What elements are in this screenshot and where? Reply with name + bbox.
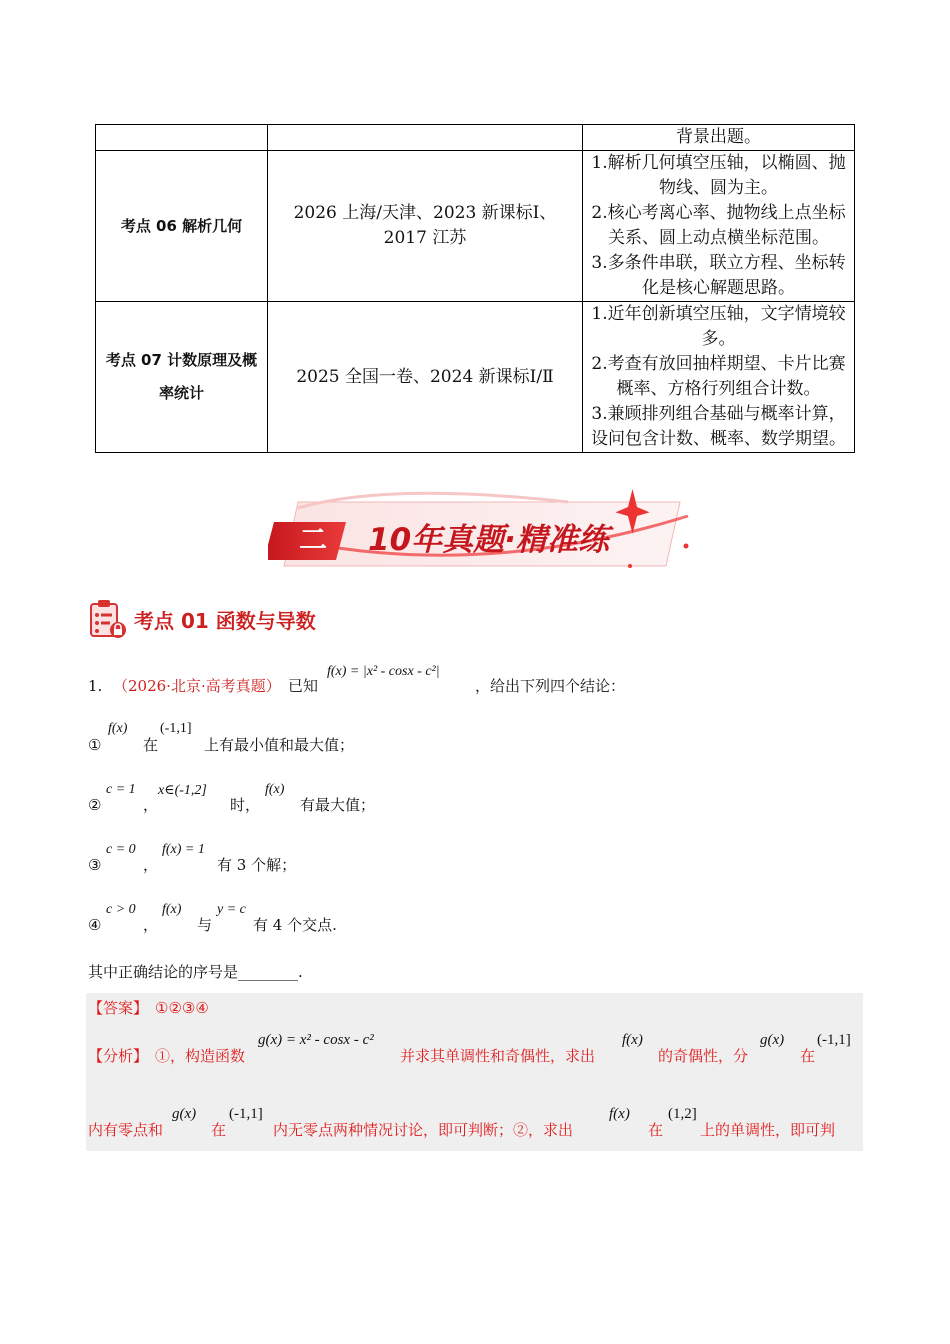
item-text: 在 <box>143 736 159 754</box>
formula: f(x) = 1 <box>162 842 205 857</box>
formula: g(x) <box>172 1106 197 1122</box>
section-title: 考点 01 函数与导数 <box>134 608 316 633</box>
item-text: ， <box>143 856 159 874</box>
formula: f(x) <box>265 782 285 797</box>
analysis-text: 在 <box>211 1121 227 1139</box>
answer-label: 【答案】 <box>88 999 149 1017</box>
table-cell-years: 2025 全国一卷、2024 新课标Ⅰ/Ⅱ <box>268 302 583 453</box>
analysis-label: 【分析】 <box>88 1047 149 1065</box>
formula: x∈(-1,2] <box>158 783 207 798</box>
item-mark: ③ <box>88 856 102 874</box>
item-text: 时， <box>230 796 261 814</box>
formula: (1,2] <box>668 1106 697 1122</box>
analysis-text: 内有零点和 <box>88 1121 164 1139</box>
formula: f(x) <box>609 1106 630 1122</box>
item-mark: ① <box>88 736 102 754</box>
item-text: ， <box>143 796 159 814</box>
answer-value: ①②③④ <box>155 999 209 1017</box>
formula: (-1,1] <box>229 1106 263 1122</box>
formula: f(x) <box>622 1032 643 1048</box>
analysis-text: 内无零点两种情况讨论，即可判断；②，求出 <box>273 1121 574 1139</box>
item-text: 有最大值； <box>300 796 376 814</box>
formula: y = c <box>217 902 246 917</box>
question-text: ，给出下列四个结论： <box>475 677 626 695</box>
table-cell-years <box>268 125 583 151</box>
analysis-text: 并求其单调性和奇偶性，求出 <box>400 1047 596 1065</box>
section-heading <box>88 598 316 640</box>
exam-point-table <box>95 124 855 453</box>
table-cell-features <box>583 151 855 302</box>
item-text: 与 <box>197 916 213 934</box>
feature-text: 1.近年创新填空压轴，文字情境较多。 <box>591 304 846 349</box>
feature-text: 3.兼顾排列组合基础与概率计算，设问包含计数、概率、数学期望。 <box>591 404 846 449</box>
formula: c = 1 <box>106 782 136 797</box>
formula: f(x) <box>162 902 182 917</box>
question-number: 1. <box>88 677 103 695</box>
item-mark: ④ <box>88 916 102 934</box>
analysis-text: ①，构造函数 <box>155 1047 246 1065</box>
table-cell-point <box>96 125 268 151</box>
feature-text: 1.解析几何填空压轴，以椭圆、抛物线、圆为主。 <box>591 153 846 198</box>
question-known: 已知 <box>288 677 319 695</box>
item-text: 上有最小值和最大值； <box>204 736 355 754</box>
table-cell-point: 考点 06 解析几何 <box>96 151 268 302</box>
formula: (-1,1] <box>817 1032 851 1048</box>
item-text: 有 4 个交点. <box>253 916 337 934</box>
formula: (-1,1] <box>160 721 192 736</box>
banner-title: 10年真题·精准练 <box>368 522 609 558</box>
table-row <box>96 125 855 151</box>
table-row <box>96 302 855 453</box>
function-formula: f(x) = |x² - cosx - c²| <box>327 664 440 679</box>
formula: g(x) <box>760 1032 785 1048</box>
banner-number: 二 <box>298 523 327 556</box>
formula: c > 0 <box>106 902 136 917</box>
analysis-text: 在 <box>648 1121 664 1139</box>
formula: c = 0 <box>106 842 136 857</box>
feature-text: 背景出题。 <box>676 127 761 147</box>
question-prompt: 其中正确结论的序号是________. <box>88 963 303 981</box>
feature-text: 2.考查有放回抽样期望、卡片比赛概率、方格行列组合计数。 <box>591 354 846 399</box>
formula: f(x) <box>108 721 128 736</box>
table-cell-features <box>583 125 855 151</box>
table-cell-features <box>583 302 855 453</box>
analysis-text: 的奇偶性，分 <box>658 1047 749 1065</box>
analysis-text: 在 <box>800 1047 816 1065</box>
item-text: 有 3 个解； <box>217 856 297 874</box>
table-cell-years: 2026 上海/天津、2023 新课标Ⅰ、2017 江苏 <box>268 151 583 302</box>
checklist-icon <box>88 598 128 640</box>
analysis-text: 上的单调性，即可判 <box>700 1121 836 1139</box>
formula: g(x) = x² - cosx - c² <box>258 1032 374 1048</box>
item-mark: ② <box>88 796 102 814</box>
table-row <box>96 151 855 302</box>
item-text: ， <box>143 916 159 934</box>
question-source: （2026·北京·高考真题） <box>113 677 281 695</box>
feature-text: 3.多条件串联，联立方程、坐标转化是核心解题思路。 <box>591 253 846 298</box>
feature-text: 2.核心考离心率、抛物线上点坐标关系、圆上动点横坐标范围。 <box>591 203 846 248</box>
table-cell-point: 考点 07 计数原理及概率统计 <box>96 302 268 453</box>
